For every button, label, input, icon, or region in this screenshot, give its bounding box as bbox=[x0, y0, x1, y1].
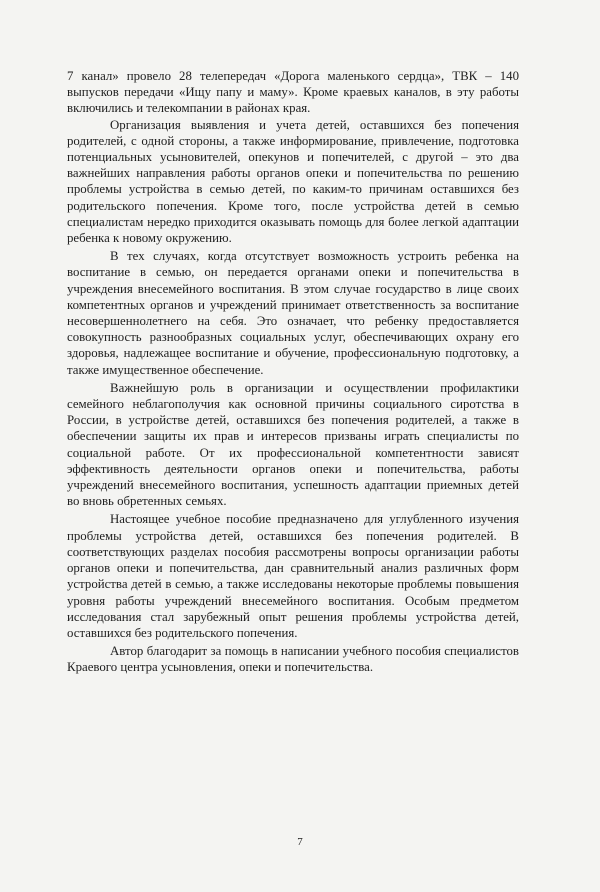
body-text bbox=[67, 68, 519, 676]
page-number: 7 bbox=[297, 836, 303, 848]
paragraph-3: В тех случаях, когда отсутствует возможность устроить ребенка на воспитание в семью, он передается органами опеки и попечительства в учреждения внесемейного воспитания. В этом случае государство в лице своих компетентных органов и учреждений принимает ответственность за воспитание несовершеннолетнего на себя. Это означает, что ребенку предоставляется совокупность разнообразных социальных услуг, обеспечивающих охрану его здоровья, надлежащее воспитание и обучение, профессиональную подготовку, а также имущественное обеспечение. bbox=[67, 249, 519, 377]
paragraph-2: Организация выявления и учета детей, оставшихся без попечения родителей, с одной стороны, а также информирование, привлечение, подготовка потенциальных усыновителей, опекунов и попечителей, с другой – это два важнейших направления работы органов опеки и попечительства по решению проблемы устройства в семью детей, по каким-то причинам оставшихся без родительского попечения. Кроме того, после устройства детей в семью специалистам нередко приходится оказывать помощь для более легкой адаптации ребенка к новому окружению. bbox=[67, 117, 519, 246]
paragraph-5: Настоящее учебное пособие предназначено для углубленного изучения проблемы устройства детей, оставшихся без попечения родителей. В соответствующих разделах пособия рассмотрены вопросы организации работы органов опеки и попечительства, дан сравнительный анализ различных форм устройства детей в семью, а также исследованы некоторые проблемы повышения уровня работы учреждений внесемейного воспитания. Особым предметом исследования стал зарубежный опыт решения проблемы устройства детей, оставшихся без родительского попечения. bbox=[67, 512, 519, 640]
paragraph-4: Важнейшую роль в организации и осуществлении профилактики семейного неблагополучия как основной причины социального сиротства в России, в устройстве детей, оставшихся без попечения родителей, а также в обеспечении защиты их прав и интересов призваны играть специалисты по социальной работе. От их профессиональной компетентности зависят эффективность деятельности органов опеки и попечительства, работы учреждений внесемейного воспитания, успешность адаптации приемных детей во вновь обретенных семьях. bbox=[67, 380, 519, 509]
paragraph-6: Автор благодарит за помощь в написании учебного пособия специалистов Краевого центра усыновления, опеки и попечительства. bbox=[67, 644, 519, 675]
paragraph-1: 7 канал» провело 28 телепередач «Дорога маленького сердца», ТВК – 140 выпусков передачи «Ищу папу и маму». Кроме краевых каналов, в эту работы включились и телекомпании в районах края. bbox=[67, 69, 519, 116]
